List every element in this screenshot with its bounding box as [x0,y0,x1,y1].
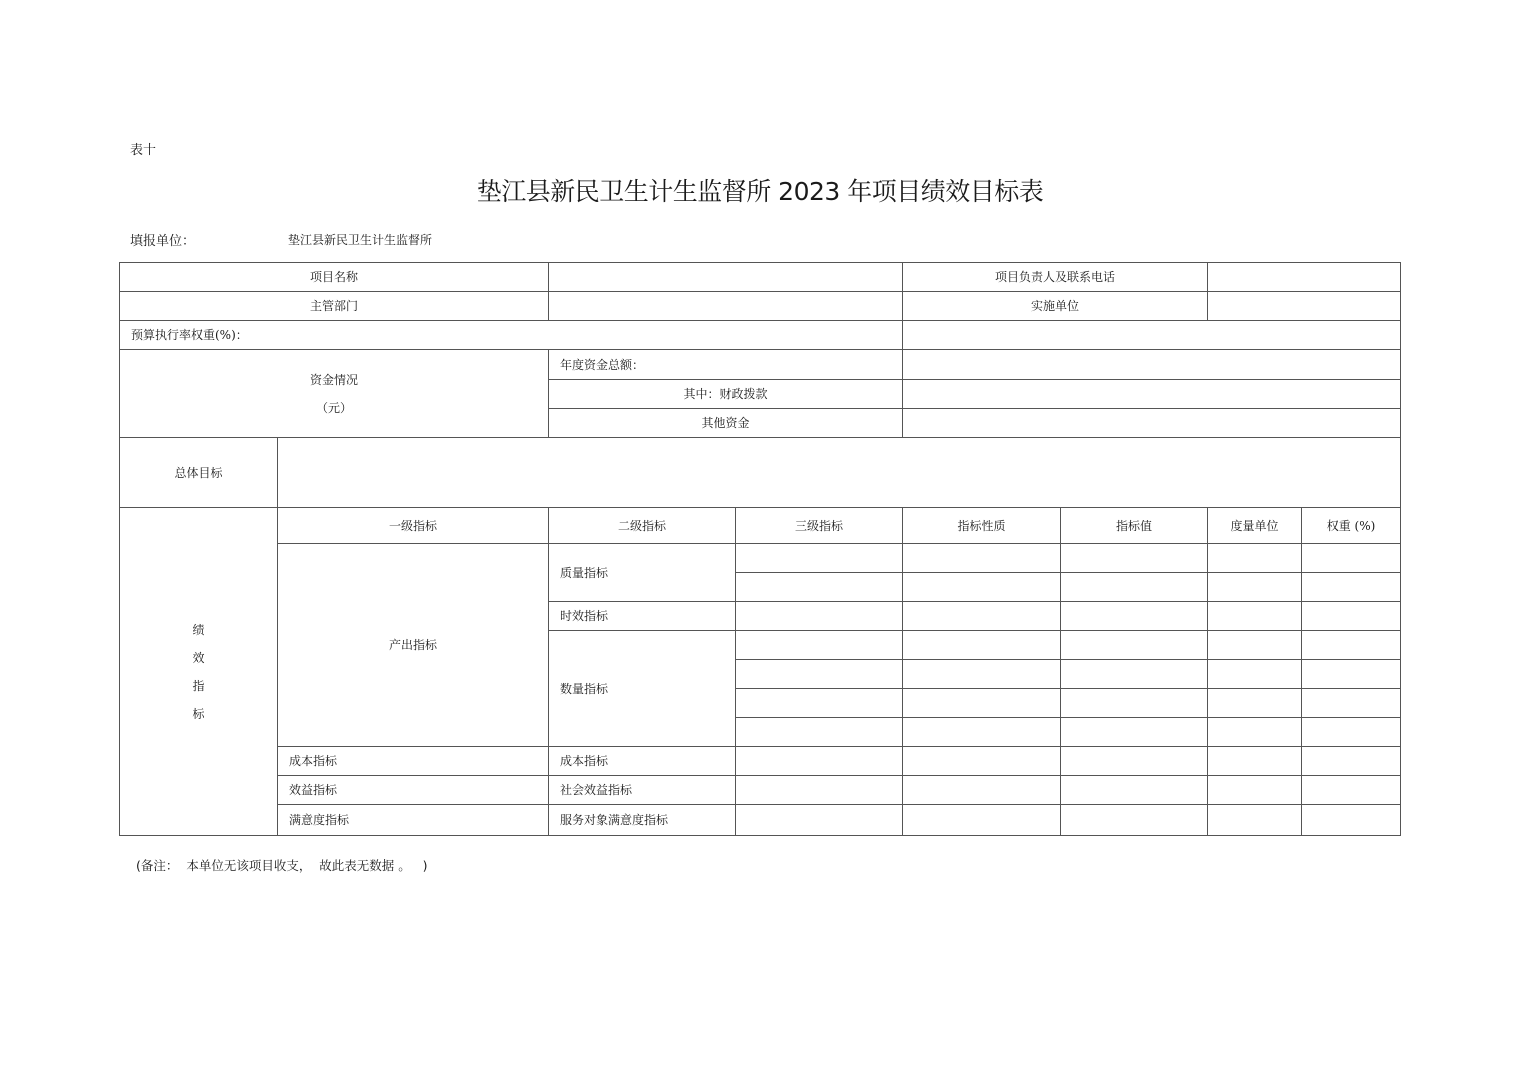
table-cell[interactable] [903,544,1061,573]
funds-label-line2: （元） [316,400,353,415]
table-cell[interactable] [1208,602,1302,631]
table-cell[interactable] [903,602,1061,631]
header-value: 指标值 [1061,508,1208,544]
timeliness-indicator-label: 时效指标 [549,602,736,631]
fiscal-funds-value[interactable] [903,380,1401,409]
table-cell[interactable] [1208,776,1302,805]
table-cell[interactable] [1302,718,1401,747]
header-unit: 度量单位 [1208,508,1302,544]
indicator-char: 标 [192,706,205,721]
overall-goal-value[interactable] [278,438,1401,508]
annual-total-value[interactable] [903,350,1401,380]
funds-label-line1: 资金情况 [310,372,359,387]
table-cell[interactable] [1061,718,1208,747]
project-lead-label: 项目负责人及联系电话 [903,263,1208,292]
cost-indicator-level2: 成本指标 [549,747,736,776]
project-lead-value[interactable] [1208,263,1401,292]
table-cell[interactable] [1302,660,1401,689]
performance-indicator-label [120,508,278,836]
benefit-indicator-level2: 社会效益指标 [549,776,736,805]
fill-unit-label: 填报单位： [130,234,196,249]
funds-label [120,350,549,438]
table-cell[interactable] [736,631,903,660]
table-cell[interactable] [736,747,903,776]
table-cell[interactable] [903,718,1061,747]
table-cell[interactable] [903,776,1061,805]
other-funds-value[interactable] [903,409,1401,438]
table-cell[interactable] [903,631,1061,660]
table-cell[interactable] [1302,631,1401,660]
table-cell[interactable] [903,805,1061,836]
table-cell[interactable] [1302,776,1401,805]
dept-label: 主管部门 [120,292,549,321]
table-cell[interactable] [736,544,903,573]
table-cell[interactable] [1302,544,1401,573]
table-cell[interactable] [1061,573,1208,602]
table-cell[interactable] [736,689,903,718]
table-cell[interactable] [1061,660,1208,689]
table-cell[interactable] [1208,631,1302,660]
header-level1: 一级指标 [278,508,549,544]
table-cell[interactable] [1302,602,1401,631]
budget-weight-label: 预算执行率权重(%)： [120,321,903,350]
table-cell[interactable] [903,689,1061,718]
table-cell[interactable] [903,660,1061,689]
indicator-char: 绩 [192,622,205,637]
table-cell[interactable] [1302,573,1401,602]
table-cell[interactable] [1061,776,1208,805]
performance-goal-table [119,262,1401,836]
satisfaction-indicator-level1: 满意度指标 [278,805,549,836]
table-cell[interactable] [1208,747,1302,776]
header-level3: 三级指标 [736,508,903,544]
table-cell[interactable] [1302,747,1401,776]
quantity-indicator-label: 数量指标 [549,631,736,747]
dept-value[interactable] [549,292,903,321]
table-cell[interactable] [736,660,903,689]
table-cell[interactable] [1208,805,1302,836]
table-cell[interactable] [1302,689,1401,718]
benefit-indicator-level1: 效益指标 [278,776,549,805]
table-cell[interactable] [736,805,903,836]
header-weight: 权重 (%) [1302,508,1401,544]
impl-unit-value[interactable] [1208,292,1401,321]
table-cell[interactable] [903,573,1061,602]
indicator-char: 效 [192,650,205,665]
table-cell[interactable] [1208,660,1302,689]
budget-weight-value[interactable] [903,321,1401,350]
table-cell[interactable] [1061,747,1208,776]
fill-unit-value: 垫江县新民卫生计生监督所 [288,233,433,247]
quality-indicator-label: 质量指标 [549,544,736,602]
project-name-label: 项目名称 [120,263,549,292]
table-cell[interactable] [1061,631,1208,660]
page-title: 垫江县新民卫生计生监督所 2023 年项目绩效目标表 [476,177,1044,206]
footnote: (备注： 本单位无该项目收支， 故此表无数据 。 ) [136,858,428,873]
table-cell[interactable] [1208,544,1302,573]
table-cell[interactable] [1208,573,1302,602]
fiscal-funds-label: 其中：财政拨款 [549,380,903,409]
indicator-char: 指 [192,678,205,693]
other-funds-label: 其他资金 [549,409,903,438]
table-cell[interactable] [1061,805,1208,836]
table-cell[interactable] [1061,544,1208,573]
header-nature: 指标性质 [903,508,1061,544]
table-cell[interactable] [903,747,1061,776]
table-cell[interactable] [1208,718,1302,747]
table-cell[interactable] [736,718,903,747]
overall-goal-label: 总体目标 [120,438,278,508]
cost-indicator-level1: 成本指标 [278,747,549,776]
table-cell[interactable] [736,573,903,602]
table-cell[interactable] [1061,689,1208,718]
table-cell[interactable] [1061,602,1208,631]
annual-total-label: 年度资金总额： [549,350,903,380]
table-cell[interactable] [736,776,903,805]
header-level2: 二级指标 [549,508,736,544]
table-cell[interactable] [736,602,903,631]
table-number: 表十 [130,143,157,158]
impl-unit-label: 实施单位 [903,292,1208,321]
output-indicator-label: 产出指标 [278,544,549,747]
table-cell[interactable] [1208,689,1302,718]
table-cell[interactable] [1302,805,1401,836]
project-name-value[interactable] [549,263,903,292]
satisfaction-indicator-level2: 服务对象满意度指标 [549,805,736,836]
